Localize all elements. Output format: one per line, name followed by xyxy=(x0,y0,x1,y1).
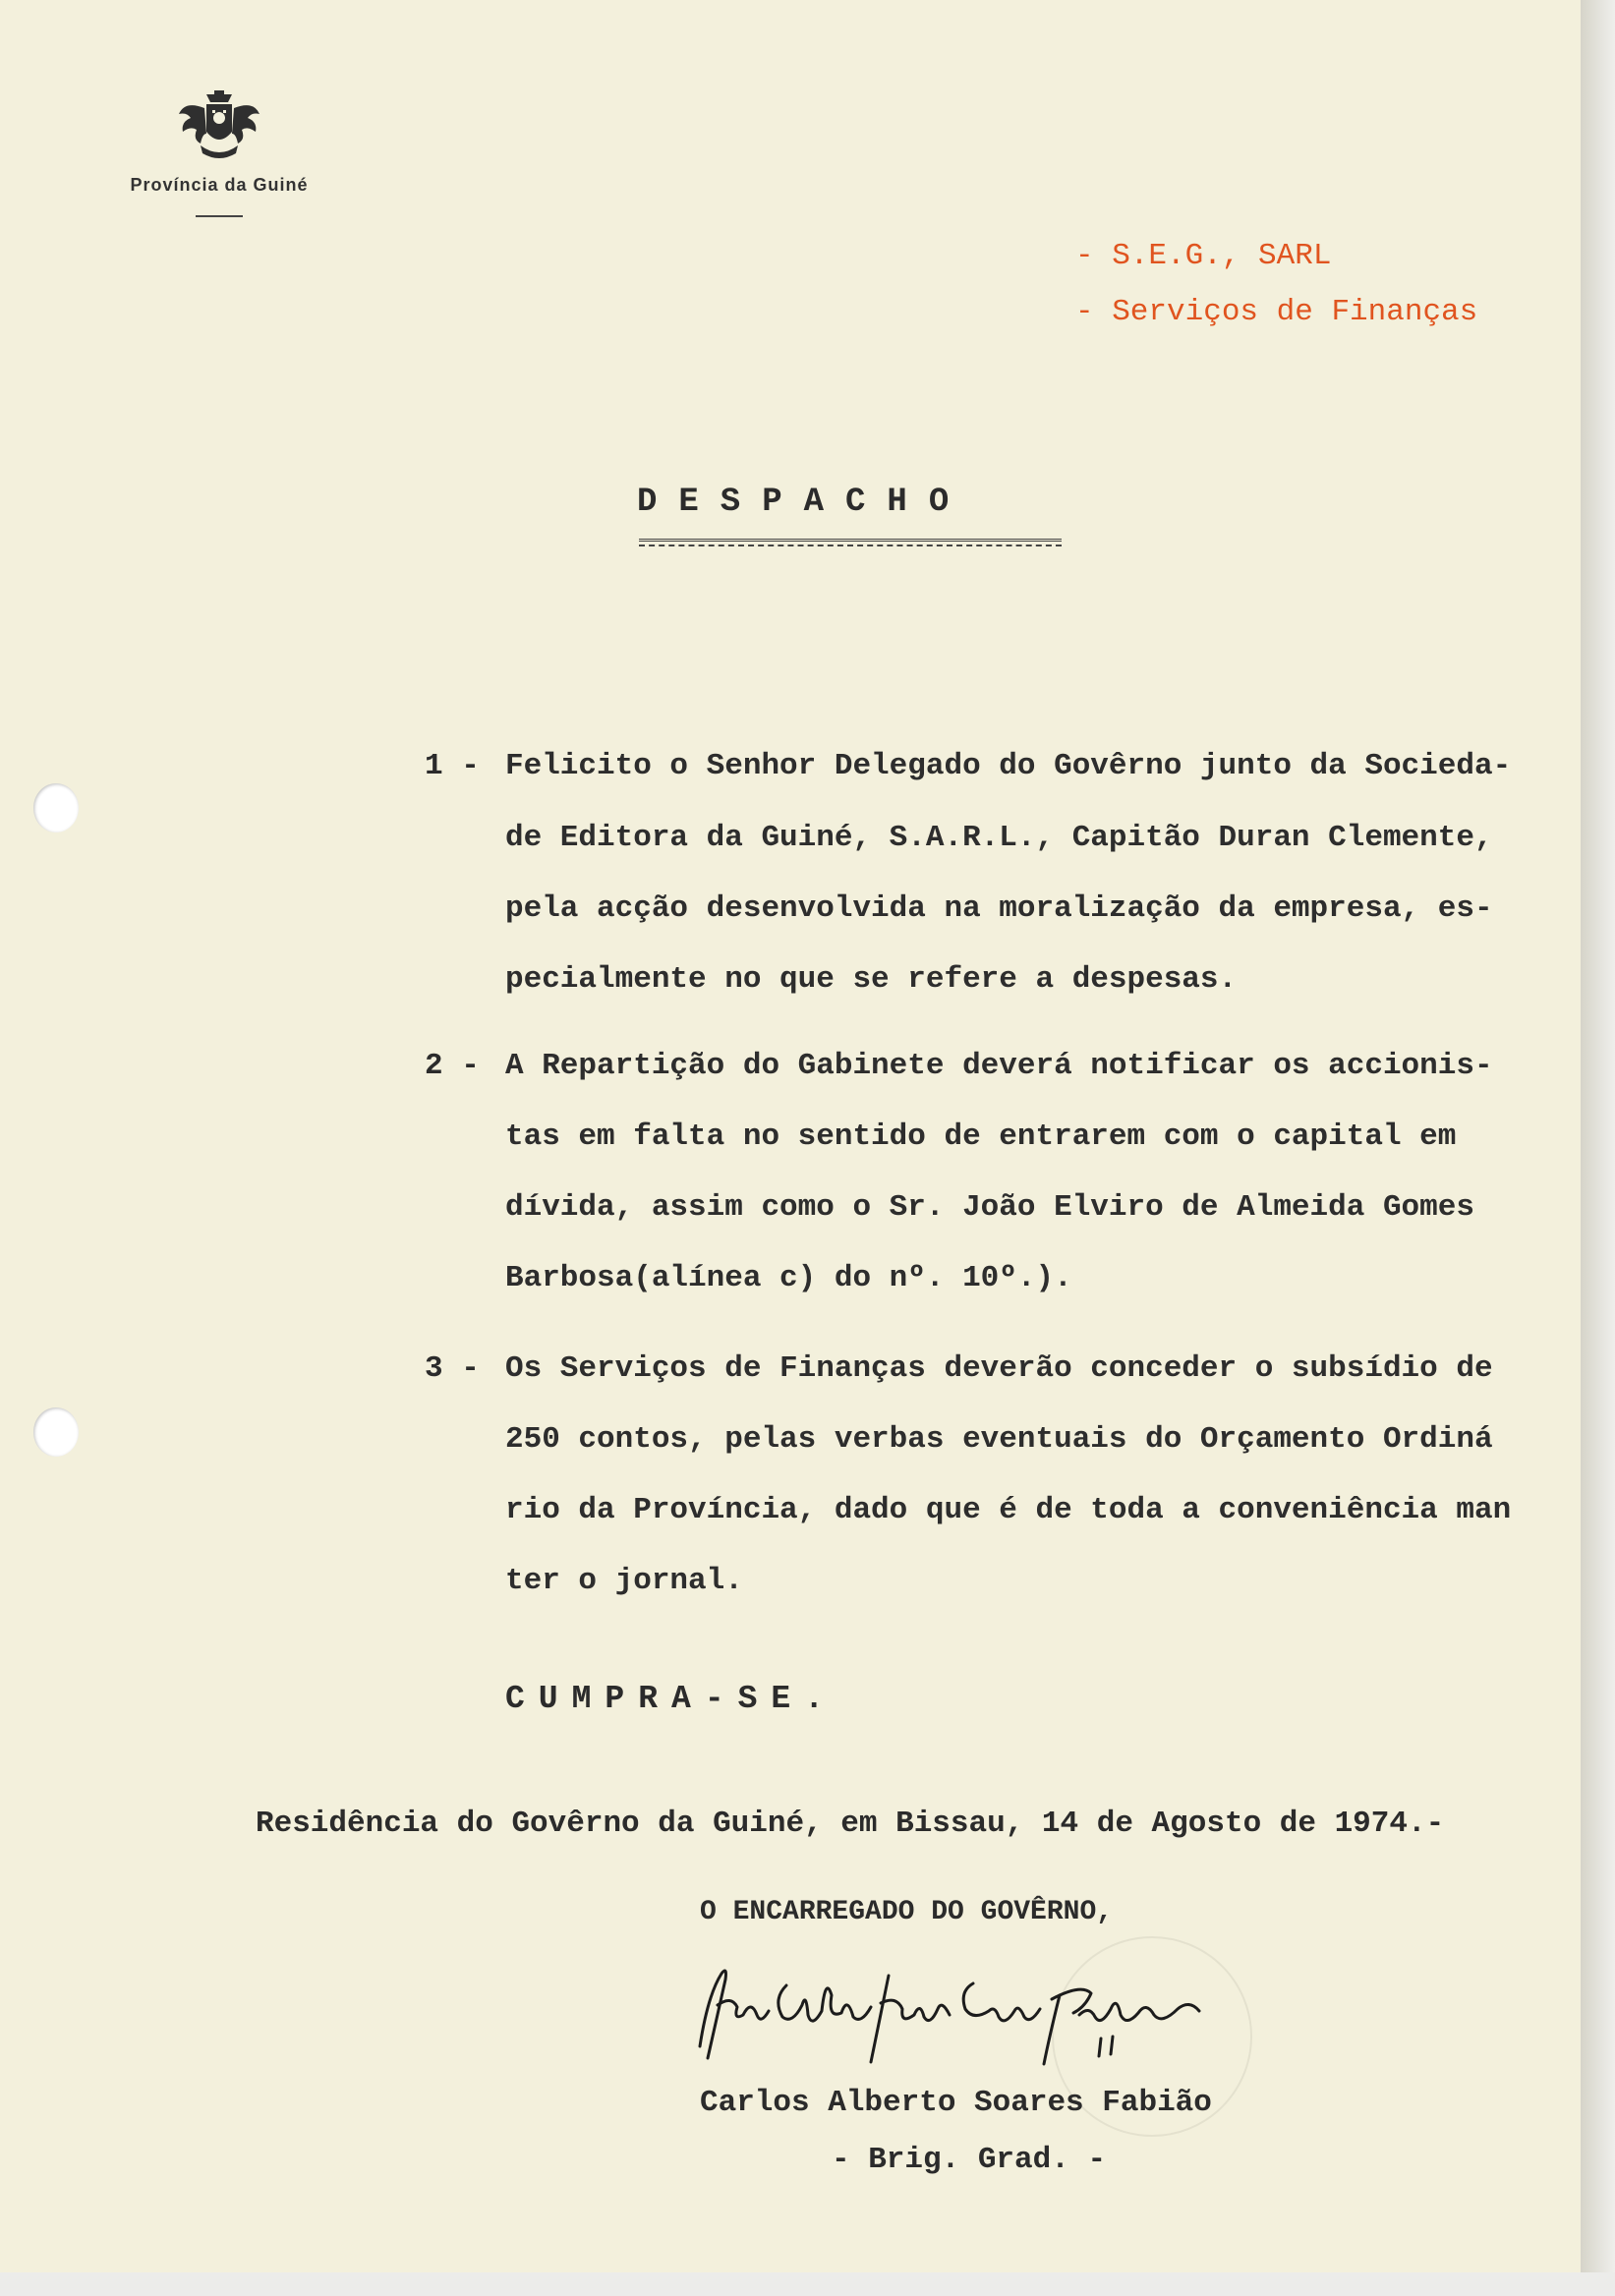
scan-margin xyxy=(0,2272,1615,2296)
paragraph-line: tas em falta no sentido de entrarem com o capital em xyxy=(505,1119,1457,1154)
closing-order: CUMPRA-SE. xyxy=(505,1681,838,1717)
paragraph-line: dívida, assim como o Sr. João Elviro de Almeida Gomes xyxy=(505,1190,1474,1225)
addressee-line: - S.E.G., SARL xyxy=(1075,239,1332,273)
paragraph-line: de Editora da Guiné, S.A.R.L., Capitão Duran Clemente, xyxy=(505,821,1493,855)
paragraph-line: 250 contos, pelas verbas eventuais do Orçamento Ordiná xyxy=(505,1422,1493,1457)
paragraph-line: ter o jornal. xyxy=(505,1564,743,1598)
coat-of-arms-icon xyxy=(177,90,261,161)
paragraph-line: pela acção desenvolvida na moralização da empresa, es- xyxy=(505,891,1493,926)
page-edge xyxy=(1581,0,1615,2296)
paragraph-line: rio da Província, dado que é de toda a conveniência man xyxy=(505,1493,1512,1527)
paragraph-line: pecialmente no que se refere a despesas. xyxy=(505,962,1238,997)
item-number: 3 - xyxy=(425,1351,480,1386)
place-and-date: Residência do Govêrno da Guiné, em Bissau, 14 de Agosto de 1974.- xyxy=(256,1807,1445,1841)
signatory-role: O ENCARREGADO DO GOVÊRNO, xyxy=(700,1897,1114,1927)
paragraph-line: A Repartição do Gabinete deverá notificar os accionis- xyxy=(505,1049,1493,1083)
paragraph-line: Os Serviços de Finanças deverão conceder o subsídio de xyxy=(505,1351,1493,1386)
signatory-name: Carlos Alberto Soares Fabião xyxy=(700,2086,1212,2120)
handwritten-signature xyxy=(678,1956,1229,2074)
province-heading: Província da Guiné xyxy=(130,175,309,195)
addressee-line: - Serviços de Finanças xyxy=(1075,295,1478,329)
punch-hole xyxy=(33,1407,79,1457)
paragraph-line: Felicito o Senhor Delegado do Govêrno junto da Socieda- xyxy=(505,749,1512,783)
document-title: DESPACHO xyxy=(637,484,971,521)
signatory-rank: - Brig. Grad. - xyxy=(832,2143,1107,2177)
title-underline xyxy=(639,539,1062,546)
paragraph-line: Barbosa(alínea c) do nº. 10º.). xyxy=(505,1261,1072,1295)
punch-hole xyxy=(33,783,79,832)
item-number: 2 - xyxy=(425,1049,480,1083)
letterhead-rule xyxy=(196,215,243,217)
item-number: 1 - xyxy=(425,749,480,783)
